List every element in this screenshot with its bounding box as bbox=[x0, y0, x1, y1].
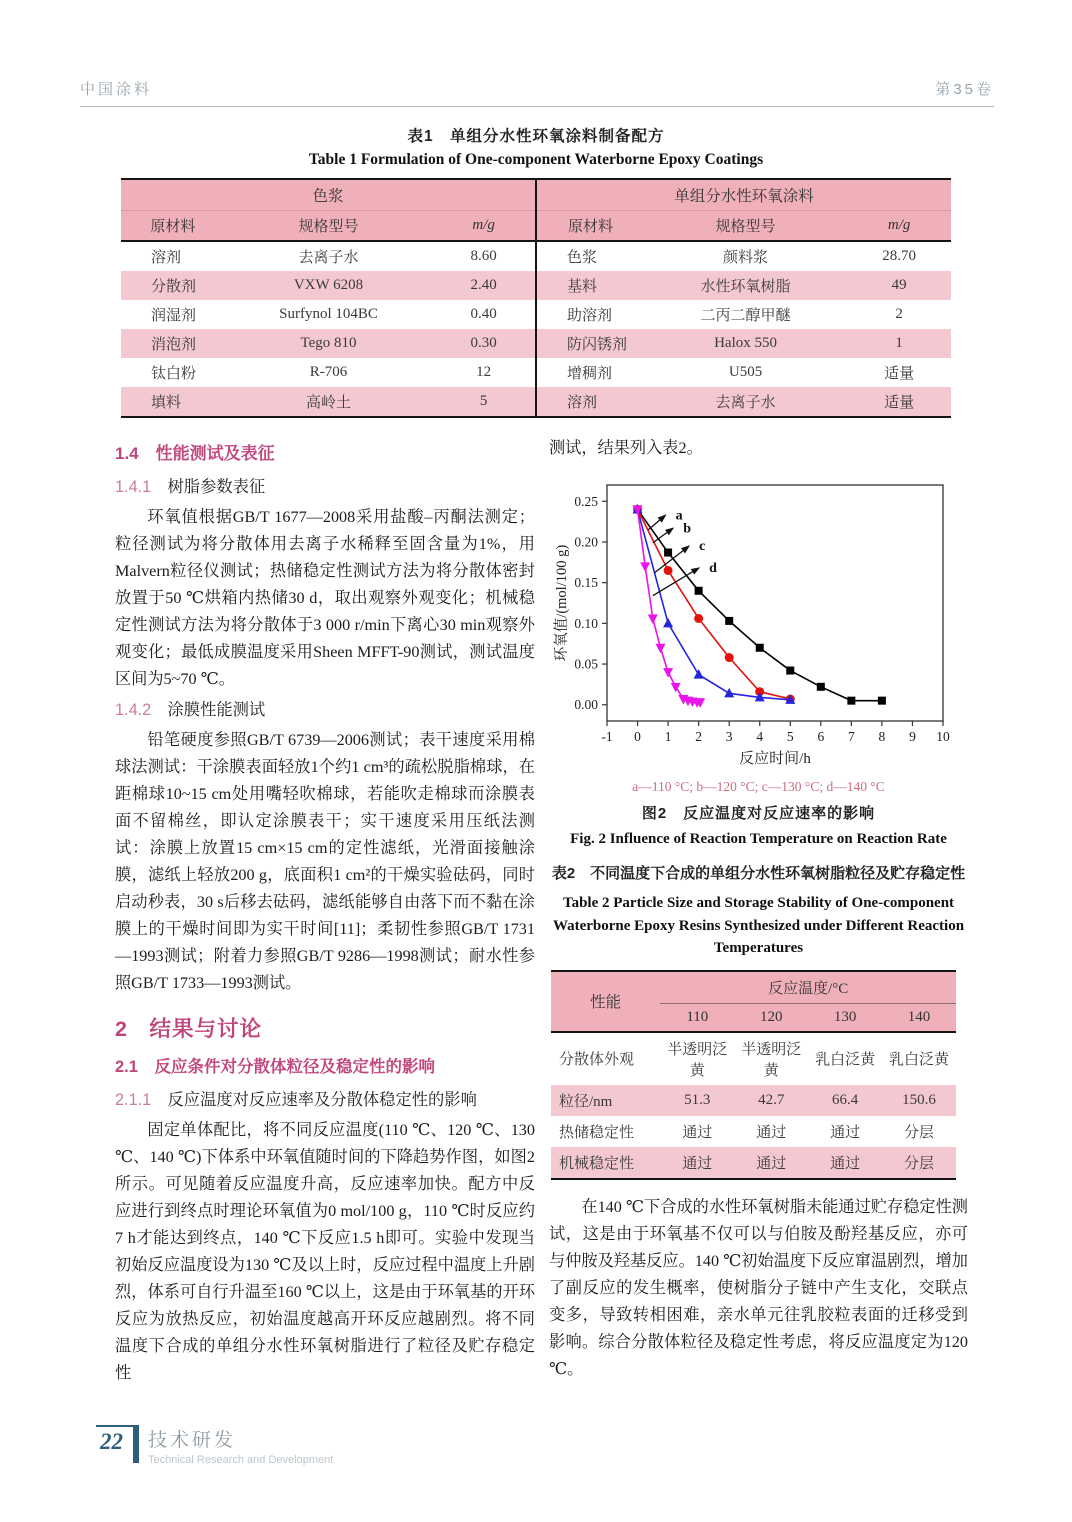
heading-1-4 bbox=[115, 439, 535, 464]
table1-cell: 5 bbox=[432, 387, 536, 417]
table1-cell: 溶剂 bbox=[567, 395, 598, 411]
svg-text:0.00: 0.00 bbox=[574, 697, 598, 713]
table1-cell: Surfynol 104BC bbox=[279, 306, 378, 322]
table1-cell: 基料 bbox=[567, 279, 598, 295]
svg-text:0.20: 0.20 bbox=[574, 534, 598, 550]
table1-cell: 溶剂 bbox=[151, 250, 182, 266]
table2-cell: 通过 bbox=[830, 1155, 861, 1172]
table2-cell: 半透明泛黄 bbox=[667, 1041, 728, 1079]
table2-row bbox=[551, 1147, 956, 1179]
svg-text:6: 6 bbox=[817, 729, 825, 744]
table1-cell: VXW 6208 bbox=[293, 277, 364, 293]
table2-property-header: 性能 bbox=[551, 971, 660, 1032]
svg-text:反应时间/h: 反应时间/h bbox=[739, 751, 811, 767]
epoxy-value-vs-time-chart bbox=[551, 475, 959, 771]
table2-cell: 通过 bbox=[830, 1124, 861, 1141]
table1-cell: 28.70 bbox=[882, 248, 916, 264]
table2-cell: 150.6 bbox=[902, 1091, 936, 1108]
heading-2-1-1 bbox=[115, 1086, 535, 1110]
table2-cell: 机械稳定性 bbox=[559, 1155, 635, 1172]
heading-text: 反应温度对反应速率及分散体稳定性的影响 bbox=[167, 1091, 477, 1109]
right-column bbox=[549, 435, 968, 1387]
table1-cell: 2 bbox=[895, 306, 903, 322]
table1-group-header: 单组分水性环氧涂料 bbox=[536, 179, 951, 211]
left-column bbox=[115, 435, 535, 1387]
footer-section-cn: 技术研发 bbox=[148, 1430, 237, 1451]
figure-2-caption-cn: 图2 反应温度对反应速率的影响 bbox=[641, 805, 876, 822]
table1-column-header: 规格型号 bbox=[644, 211, 847, 242]
table2-cell: 通过 bbox=[682, 1124, 713, 1141]
page-number: 22 bbox=[96, 1425, 139, 1463]
figure-2-chart bbox=[551, 475, 968, 776]
journal-name: 中国涂料 bbox=[80, 81, 153, 98]
svg-text:d: d bbox=[709, 561, 717, 577]
svg-text:环氧值/(mol/100 g): 环氧值/(mol/100 g) bbox=[554, 544, 570, 662]
table1-cell: 润湿剂 bbox=[151, 308, 197, 324]
table1-row bbox=[121, 271, 951, 300]
body-columns bbox=[115, 435, 968, 1387]
page-header bbox=[80, 78, 994, 107]
table2-title-cn: 表2 不同温度下合成的单组分水性环氧树脂粒径及贮存稳定性 bbox=[551, 865, 966, 883]
table1-cell: 适量 bbox=[884, 366, 915, 382]
heading-2-1 bbox=[115, 1053, 535, 1077]
table2-cell: 半透明泛黄 bbox=[741, 1041, 802, 1079]
table2-temperature-group-header: 反应温度/°C bbox=[660, 971, 956, 1004]
table2-row bbox=[551, 1116, 956, 1147]
table1-cell: 颜料浆 bbox=[723, 250, 769, 266]
heading-1-4-1 bbox=[115, 473, 535, 497]
table1-column-header: 原材料 bbox=[536, 211, 644, 242]
table2-cell: 粒径/nm bbox=[559, 1093, 613, 1110]
paragraph-discussion-140c: 在140 ℃下合成的水性环氧树脂未能通过贮存稳定性测试，这是由于环氧基不仅可以与伯胺及酚羟基反应，亦可与仲胺及羟基反应。140 ℃初始温度下反应窜温剧烈，增加了副反应的发生概率，使树脂分子链中产生支化，交联点变多，导致转相困难，亲水单元往乳胶粒表面的迁移受到影响。综合分散体粒径及稳定性考虑，将反应温度定为120 ℃。 bbox=[549, 1197, 968, 1378]
table1-cell: 防闪锈剂 bbox=[567, 337, 628, 353]
table2-cell: 乳白泛黄 bbox=[889, 1052, 950, 1069]
table1-cell: Halox 550 bbox=[714, 335, 778, 351]
table1-cell: 二丙二醇甲醚 bbox=[700, 308, 791, 324]
table1-column-header: m/g bbox=[847, 211, 951, 242]
page-footer bbox=[96, 1425, 333, 1466]
heading-number: 2.1 bbox=[115, 1058, 138, 1076]
paragraph-film-performance-test: 铅笔硬度参照GB/T 6739—2006测试；表干速度采用棉球法测试：干涂膜表面轻放1个约1 cm³的疏松脱脂棉球，在距棉球10~15 cm处用嘴轻吹棉球，若能吹走棉球而涂膜表面不留棉丝，即认定涂膜表干；实干速度采用压纸法测试：涂膜上放置15 cm×15 cm的定性滤纸，光滑面接触涂膜，滤纸上轻放200 g，底面积1 cm²的干燥实验砝码，同时启动秒表，30 s后移去砝码，滤纸能够自由落下而不黏在涂膜上的干燥时间即为实干时间[11]；柔韧性参照GB/T 1731—1993测试；附着力参照GB/T 9286—1998测试；耐水性参照GB/T 1733—1993测试。 bbox=[115, 731, 535, 992]
figure-2-series-caption: a—110 °C; b—120 °C; c—130 °C; d—140 °C bbox=[632, 779, 885, 794]
heading-text: 反应条件对分散体粒径及稳定性的影响 bbox=[154, 1058, 435, 1076]
heading-text: 树脂参数表征 bbox=[167, 478, 266, 496]
svg-text:8: 8 bbox=[878, 729, 886, 744]
volume-label: 第35卷 bbox=[935, 81, 994, 98]
table1-cell: 增稠剂 bbox=[567, 366, 613, 382]
svg-text:0.10: 0.10 bbox=[574, 615, 598, 631]
table1-cell: Tego 810 bbox=[300, 335, 357, 351]
table2-cell: 通过 bbox=[682, 1155, 713, 1172]
table1-cell: 1 bbox=[895, 335, 903, 351]
table1-cell: 高岭土 bbox=[305, 395, 351, 411]
table2-cell: 热储稳定性 bbox=[559, 1124, 635, 1141]
table1-row bbox=[121, 300, 951, 329]
table1-cell: 12 bbox=[432, 358, 536, 387]
table1-row bbox=[121, 358, 951, 387]
table2-cell: 分散体外观 bbox=[559, 1052, 635, 1069]
table1-column-header: 原材料 bbox=[121, 211, 225, 242]
svg-text:1: 1 bbox=[664, 729, 672, 744]
paragraph-resin-characterization: 环氧值根据GB/T 1677—2008采用盐酸–丙酮法测定；粒径测试为将分散体用去离子水稀释至固含量为1%，用Malvern粒径仪测试；热储稳定性测试方法为将分散体密封放置于50 ℃烘箱内热储30 d，取出观察外观变化；机械稳定性测试方法为将分散体于3 000 r/min下离心30 min观察外观变化；最低成膜温度采用Sheen MFFT-90测试，测试温度区间为5~70 ℃。 bbox=[115, 508, 535, 688]
table1-row bbox=[121, 387, 951, 417]
svg-text:7: 7 bbox=[847, 729, 855, 744]
table2-row bbox=[551, 1085, 956, 1116]
table2-cell: 分层 bbox=[904, 1155, 935, 1172]
svg-text:-1: -1 bbox=[601, 729, 613, 744]
heading-number: 1.4.1 bbox=[115, 478, 152, 496]
table1-cell: 钛白粉 bbox=[151, 366, 197, 382]
heading-text: 涂膜性能测试 bbox=[167, 701, 266, 719]
figure-2-caption-en: Fig. 2 Influence of Reaction Temperature on Reaction Rate bbox=[570, 831, 947, 847]
svg-text:0.25: 0.25 bbox=[574, 493, 598, 509]
table1-cell: 49 bbox=[891, 277, 907, 293]
table1-cell: R-706 bbox=[309, 364, 348, 380]
heading-2 bbox=[115, 1012, 535, 1043]
table1-column-header: 规格型号 bbox=[225, 211, 433, 242]
table2-title-en: Table 2 Particle Size and Storage Stability of One-component Waterborne Epoxy Resins Synthesized under Different Reaction Temperatures bbox=[552, 895, 965, 957]
table2-temperature-header: 110 bbox=[660, 1003, 734, 1032]
heading-number: 1.4 bbox=[115, 444, 139, 463]
table2-cell: 66.4 bbox=[831, 1091, 859, 1108]
table1-cell: 分散剂 bbox=[151, 279, 197, 295]
table1-cell: 8.60 bbox=[432, 241, 536, 271]
table2 bbox=[551, 970, 956, 1180]
svg-text:0.15: 0.15 bbox=[574, 575, 598, 591]
table1-cell: 助溶剂 bbox=[567, 308, 613, 324]
svg-text:2: 2 bbox=[695, 729, 703, 744]
table1-cell: 0.30 bbox=[432, 329, 536, 358]
paragraph-continuation: 测试，结果列入表2。 bbox=[549, 439, 703, 457]
table1-cell: 适量 bbox=[884, 395, 915, 411]
table2-cell: 42.7 bbox=[758, 1091, 785, 1108]
svg-text:10: 10 bbox=[936, 729, 950, 744]
table2-cell: 51.3 bbox=[684, 1091, 711, 1108]
table1-title-en: Table 1 Formulation of One-component Waterborne Epoxy Coatings bbox=[308, 151, 764, 168]
svg-text:4: 4 bbox=[756, 729, 764, 744]
table1-cell: 水性环氧树脂 bbox=[700, 279, 791, 295]
svg-text:b: b bbox=[683, 521, 691, 537]
table1-cell: 去离子水 bbox=[715, 395, 776, 411]
table1-row bbox=[121, 329, 951, 358]
table2-temperature-header: 130 bbox=[808, 1003, 882, 1032]
table1-title-cn: 表1 单组分水性环氧涂料制备配方 bbox=[407, 128, 665, 145]
paragraph-reaction-temperature: 固定单体配比，将不同反应温度(110 ℃、120 ℃、130 ℃、140 ℃)下体系中环氧值随时间的下降趋势作图，如图2所示。可见随着反应温度升高，反应速率加快。配方中反应进行到终点时理论环氧值为0 mol/100 g，110 ℃时反应约7 h才能达到终点，140 ℃下反应1.5 h即可。实验中发现当初始反应温度设为130 ℃及以上时，反应过程中温度上升剧烈，体系可自行升温至160 ℃以上，这是由于环氧基的开环反应为放热反应，初始温度越高开环反应越剧烈。将不同温度下合成的单组分水性环氧树脂进行了粒径及贮存稳定性 bbox=[115, 1121, 535, 1382]
svg-text:a: a bbox=[675, 508, 683, 524]
heading-1-4-2 bbox=[115, 696, 535, 720]
table1 bbox=[121, 178, 951, 418]
table2-cell: 通过 bbox=[756, 1124, 787, 1141]
page bbox=[0, 78, 1072, 1466]
table1-column-header: m/g bbox=[432, 211, 536, 242]
svg-text:5: 5 bbox=[786, 729, 794, 744]
svg-text:3: 3 bbox=[725, 729, 733, 744]
svg-text:c: c bbox=[699, 539, 706, 555]
table1-cell: 填料 bbox=[151, 395, 182, 411]
svg-text:0: 0 bbox=[634, 729, 641, 744]
table1-cell: 去离子水 bbox=[298, 250, 359, 266]
table2-cell: 通过 bbox=[756, 1155, 787, 1172]
svg-text:0.05: 0.05 bbox=[574, 656, 598, 672]
heading-number: 1.4.2 bbox=[115, 701, 152, 719]
table1-cell: 消泡剂 bbox=[151, 337, 197, 353]
table1-cell: U505 bbox=[728, 364, 763, 380]
heading-number: 2 bbox=[115, 1017, 128, 1041]
heading-text: 结果与讨论 bbox=[149, 1017, 262, 1041]
heading-text: 性能测试及表征 bbox=[155, 444, 275, 463]
table1-cell: 色浆 bbox=[567, 250, 598, 266]
table1-cell: 2.40 bbox=[432, 271, 536, 300]
table1-cell: 0.40 bbox=[432, 300, 536, 329]
footer-section-en: Technical Research and Development bbox=[148, 1454, 334, 1466]
table2-temperature-header: 120 bbox=[734, 1003, 808, 1032]
table2-cell: 乳白泛黄 bbox=[815, 1052, 876, 1069]
heading-number: 2.1.1 bbox=[115, 1091, 152, 1109]
table2-row bbox=[551, 1032, 956, 1085]
footer-section bbox=[148, 1425, 333, 1466]
svg-text:9: 9 bbox=[909, 729, 916, 744]
table2-cell: 分层 bbox=[904, 1124, 935, 1141]
table1-group-header: 色浆 bbox=[121, 179, 536, 211]
table2-temperature-header: 140 bbox=[882, 1003, 956, 1032]
table1-row bbox=[121, 241, 951, 271]
